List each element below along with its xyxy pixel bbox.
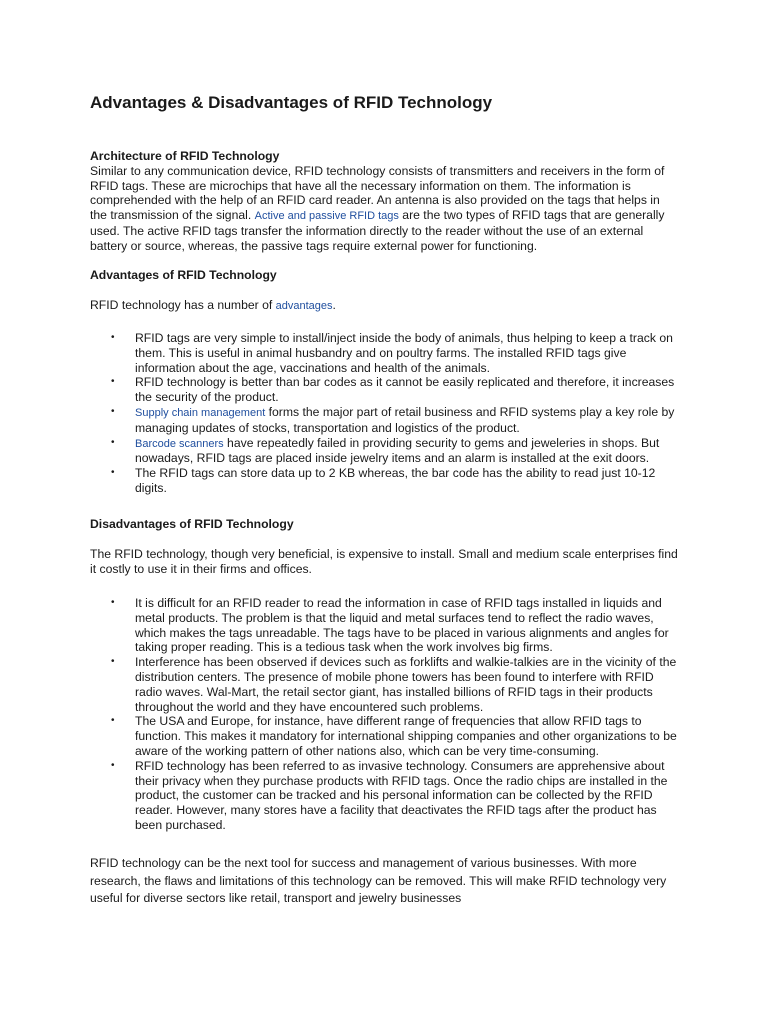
advantages-intro [90, 298, 680, 314]
disadvantages-section [90, 517, 680, 532]
advantage-text: have repeatedly failed in providing security to gems and jeweleries in shops. But nowadays, RFID tags are placed inside jewelry items and an alarm is installed at the exit doors. [135, 435, 660, 466]
disadvantages-intro-text: The RFID technology, though very beneficial, is expensive to install. Small and medium scale enterprises find it costly to use it in their firms and offices. [90, 547, 678, 576]
disadvantage-text: Interference has been observed if devices such as forklifts and walkie-talkies are in the vicinity of the distribution centers. The presence of mobile phone towers has been found to interfere with RFID radio waves. Wal-Mart, the retail sector giant, has installed billions of RFID tags in their products throughout the world and they have encountered such problems. [135, 655, 677, 714]
advantage-text: forms the major part of retail business and RFID systems play a key role by managing updates of stocks, transportation and logistics of the product. [135, 404, 675, 435]
list-item [90, 375, 680, 405]
bullet-icon: • [111, 332, 115, 343]
bullet-icon: • [111, 376, 115, 388]
bullet-icon: • [111, 436, 115, 448]
architecture-text-2: are the two types of RFID tags that are generally used. The active RFID tags transfer the information directly to the reader without the use of an external battery or source, whereas, the passive tags require external power for functioning. [90, 208, 665, 253]
list-item [90, 596, 680, 655]
advantages-list-wrapper [90, 331, 680, 496]
architecture-section [90, 149, 680, 254]
advantage-text: The RFID tags can store data up to 2 KB whereas, the bar code has the ability to read just 10-12 digits. [135, 466, 656, 495]
supply-chain-link[interactable]: Supply chain management [135, 406, 266, 419]
bullet-icon: • [111, 759, 115, 771]
disadvantage-text: RFID technology has been referred to as invasive technology. Consumers are apprehensive about their privacy when they purchase products with RFID tags. Once the radio chips are installed in the product, the customer can be tracked and his personal information can be collected by the RFID reader. However, many stores have a facility that deactivates the RFID tags after the product has been purchased. [135, 758, 668, 832]
bullet-icon: • [111, 715, 115, 727]
list-item [90, 405, 680, 436]
disadvantage-text: The USA and Europe, for instance, have different range of frequencies that allow RFID tags to function. This makes it mandatory for international shipping companies and other organizations to be aware of the working pattern of other nations also, which can be very time-consuming. [135, 714, 677, 758]
advantages-section [90, 268, 680, 283]
advantages-list [90, 331, 680, 496]
disadvantages-heading: Disadvantages of RFID Technology [90, 517, 294, 531]
active-passive-tags-link[interactable]: Active and passive RFID tags [254, 210, 399, 223]
list-item [90, 655, 680, 714]
disadvantage-text: It is difficult for an RFID reader to read the information in case of RFID tags installed in liquids and metal products. The problem is that the liquid and metal surfaces tend to reflect the radio waves, which makes the tags unreadable. The tags have to be placed in various alignments and angles for taking proper reading. This is a tedious task when the work involves big firms. [135, 596, 669, 655]
barcode-scanners-link[interactable]: Barcode scanners [135, 437, 224, 450]
advantages-intro-end: . [332, 298, 336, 312]
conclusion-section [90, 855, 680, 908]
list-item [90, 331, 680, 375]
disadvantages-list-wrapper [90, 596, 680, 833]
architecture-paragraph [90, 164, 680, 254]
advantages-heading: Advantages of RFID Technology [90, 268, 277, 282]
architecture-text-1: Similar to any communication device, RFID technology consists of transmitters and receivers in the form of RFID tags. These are microchips that have all the necessary information on them. The information is comprehended with the help of an RFID card reader. An antenna is also provided on the tags that helps in the transmission of the signal. [90, 163, 665, 223]
disadvantages-list [90, 596, 680, 833]
list-item [90, 759, 680, 833]
advantage-text: RFID technology is better than bar codes as it cannot be easily replicated and therefore, it increases the security of the product. [135, 375, 675, 405]
advantage-text: RFID tags are very simple to install/inject inside the body of animals, thus helping to keep a track on them. This is useful in animal husbandry and on poultry farms. The installed RFID tags give information about the age, vaccinations and health of the animals. [135, 331, 673, 375]
advantages-intro-text: RFID technology has a number of [90, 298, 276, 312]
advantages-link[interactable]: advantages [275, 300, 333, 312]
disadvantages-intro [90, 547, 680, 577]
architecture-heading: Architecture of RFID Technology [90, 149, 280, 163]
page-title: Advantages & Disadvantages of RFID Technology [90, 93, 493, 112]
bullet-icon: • [111, 597, 115, 608]
list-item [90, 714, 680, 758]
bullet-icon: • [111, 467, 115, 479]
conclusion-text: RFID technology can be the next tool for success and management of various businesses. With more research, the flaws and limitations of this technology can be removed. This will make RFID technology very useful for diverse sectors like retail, transport and jewelry businesses [90, 856, 667, 905]
bullet-icon: • [111, 405, 115, 417]
bullet-icon: • [111, 656, 115, 668]
list-item [90, 436, 680, 467]
list-item [90, 466, 680, 496]
